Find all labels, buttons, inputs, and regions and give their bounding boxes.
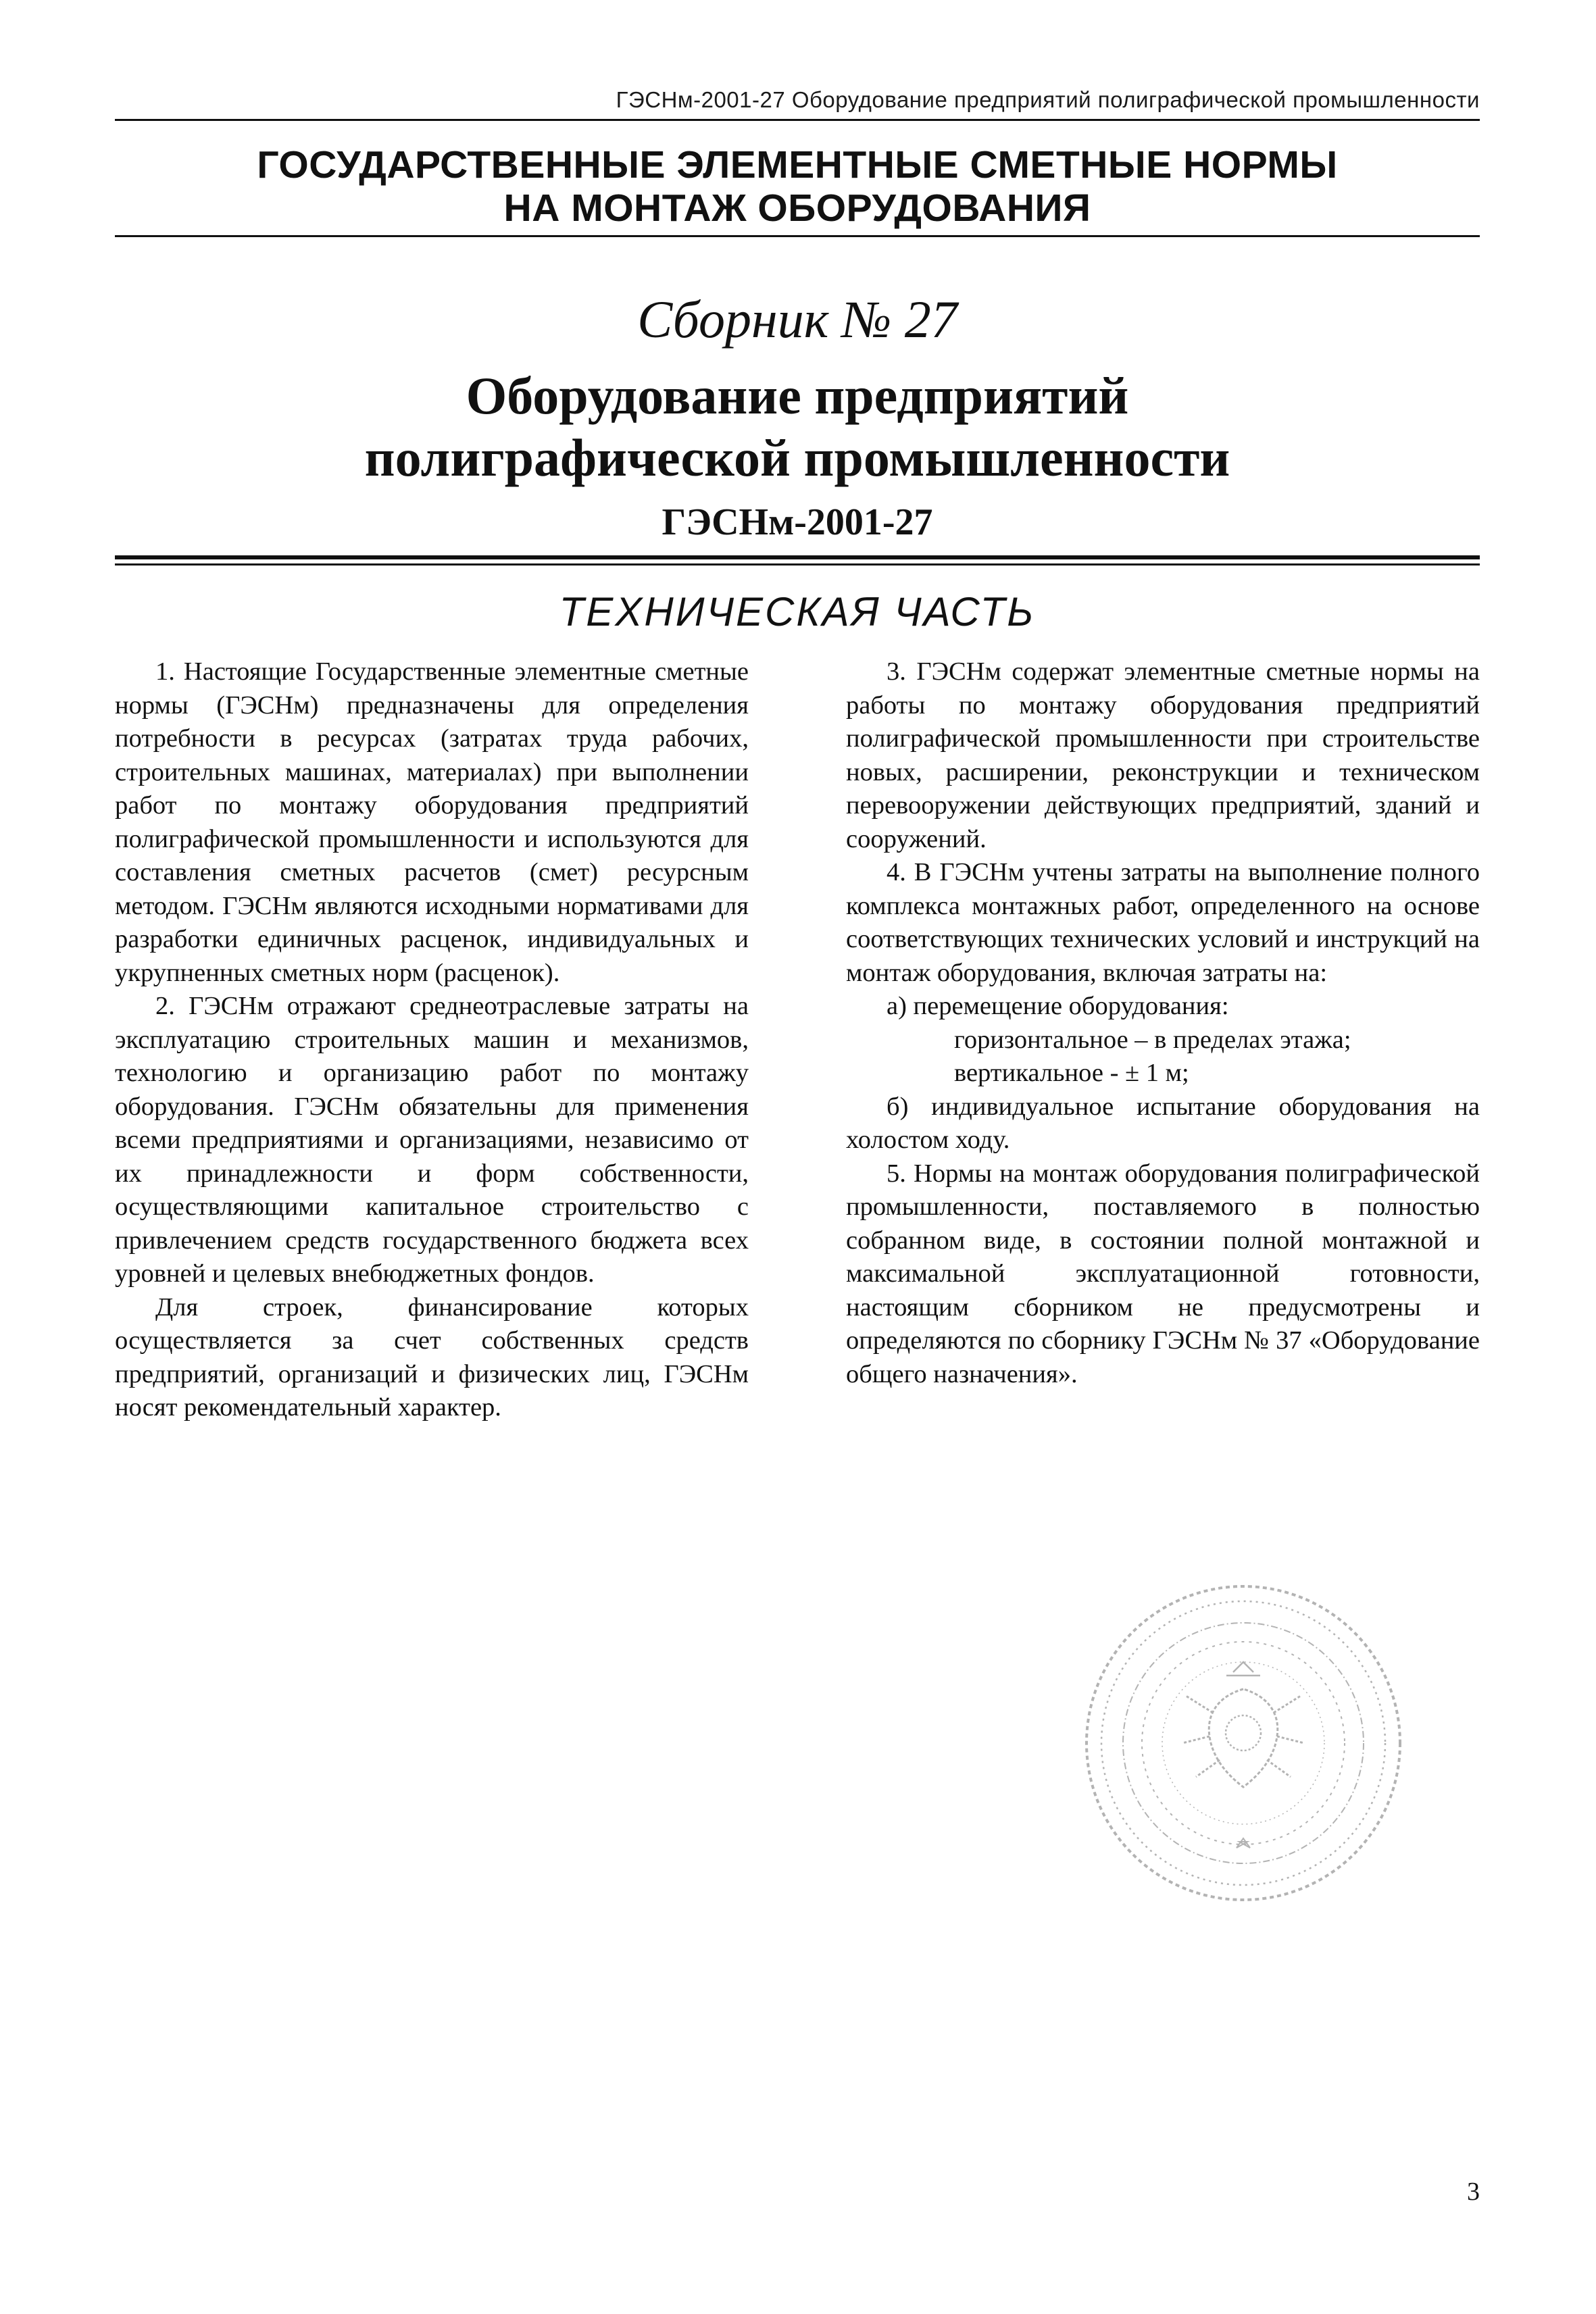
double-rule-thin — [115, 563, 1480, 565]
main-title — [115, 143, 1480, 230]
paragraph-1: 1. Настоящие Государственные элементные сметные нормы (ГЭСНм) предназначены для определения потребности в ресурсах (затратах труда рабочих, строительных машинах, материалах) при выполнении работ по монтажу оборудования предприятий полиграфической промышленности и используются для составления сметных расчетов (смет) ресурсным методом. ГЭСНм являются исходными нормативами для разработки единичных расценок, индивидуальных и укрупненных сметных норм (расценок). — [115, 657, 749, 987]
paragraph-4a-item-1: горизонтальное – в пределах этажа; — [954, 1025, 1351, 1054]
right-column — [846, 655, 1480, 1391]
collection-label: Сборник № 27 — [637, 290, 957, 349]
section-title: ТЕХНИЧЕСКАЯ ЧАСТЬ — [559, 589, 1036, 634]
title-rule — [115, 235, 1480, 237]
paragraph-5: 5. Нормы на монтаж оборудования полиграфической промышленности, поставляемого в полностью собранном виде, в состоянии полной монтажной и максимальной эксплуатационной готовности, настоящим сборником не предусмотрены и определяются по сборнику ГЭСНм № 37 «Оборудование общего назначения». — [846, 1159, 1480, 1388]
double-rule-thick — [115, 555, 1480, 559]
paragraph-4: 4. В ГЭСНм учтены затраты на выполнение полного комплекса монтажных работ, определенного на основе соответствующих технических условий и инструкций на монтаж оборудования, включая затраты на: — [846, 858, 1480, 987]
paragraph-4b: б) индивидуальное испытание оборудования на холостом ходу. — [846, 1092, 1480, 1154]
paragraph-4a-item-2: вертикальное - ± 1 м; — [954, 1059, 1189, 1087]
main-title-line-1: ГОСУДАРСТВЕННЫЕ ЭЛЕМЕНТНЫЕ СМЕТНЫЕ НОРМЫ — [257, 143, 1338, 186]
collection-code: ГЭСНм-2001-27 — [662, 501, 933, 543]
paragraph-4a: а) перемещение оборудования: — [887, 992, 1229, 1020]
paragraph-2: 2. ГЭСНм отражают среднеотраслевые затраты на эксплуатацию строительных машин и механизмов, технологию и организацию работ по монтажу оборудования. ГЭСНм обязательны для применения всеми предприятиями и организациями, независимо от их принадлежности и форм собственности, осуществляющими капитальное строительство с привлечением средств государственного бюджета всех уровней и целевых внебюджетных фондов. — [115, 992, 749, 1288]
main-title-line-2: НА МОНТАЖ ОБОРУДОВАНИЯ — [503, 186, 1091, 230]
paragraph-2-note: Для строек, финансирование которых осуществляется за счет собственных средств предприятий, организаций и физических лиц, ГЭСНм носят рекомендательный характер. — [115, 1292, 749, 1422]
running-header: ГЭСНм-2001-27 Оборудование предприятий полиграфической промышленности — [616, 87, 1480, 112]
collection-name-line-2: полиграфической промышленности — [364, 428, 1230, 487]
collection-name — [115, 365, 1480, 489]
left-column — [115, 655, 749, 1425]
paragraph-3: 3. ГЭСНм содержат элементные сметные нормы на работы по монтажу оборудования предприятий полиграфической промышленности при строительстве новых, расширении, реконструкции и техническом перевооружении действующих предприятий, зданий и сооружений. — [846, 657, 1480, 853]
collection-name-line-1: Оборудование предприятий — [466, 366, 1129, 425]
header-rule — [115, 119, 1480, 121]
official-seal-stamp-icon — [1074, 1574, 1412, 1912]
page-number: 3 — [1467, 2178, 1480, 2206]
